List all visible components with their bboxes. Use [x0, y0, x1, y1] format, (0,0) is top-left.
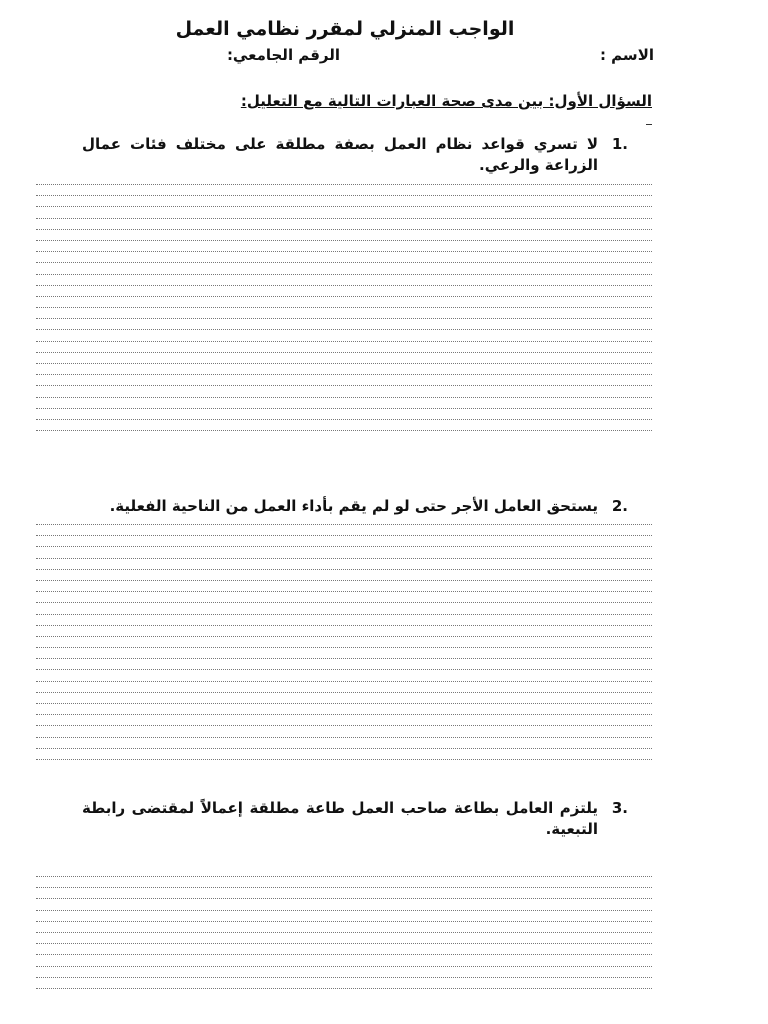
- answer-line[interactable]: [36, 932, 652, 933]
- answer-line[interactable]: [36, 569, 652, 570]
- answer-line[interactable]: [36, 681, 652, 682]
- question-3: [82, 798, 628, 840]
- answer-lines-3[interactable]: [36, 876, 652, 989]
- answer-line[interactable]: [36, 524, 652, 525]
- question-number: 2.: [611, 497, 628, 515]
- question-text: لا تسري قواعد نظام العمل بصفة مطلقة على مختلف فئات عمال الزراعة والرعي.: [82, 135, 598, 174]
- answer-line[interactable]: [36, 296, 652, 297]
- answer-line[interactable]: [36, 419, 652, 420]
- question-text: يستحق العامل الأجر حتى لو لم يقم بأداء العمل من الناحية الفعلية.: [109, 497, 598, 515]
- answer-line[interactable]: [36, 408, 652, 409]
- answer-line[interactable]: [36, 876, 652, 877]
- answer-line[interactable]: [36, 943, 652, 944]
- answer-line[interactable]: [36, 759, 652, 760]
- answer-line[interactable]: [36, 218, 652, 219]
- question-text: يلتزم العامل بطاعة صاحب العمل طاعة مطلقة إعمالاً لمقتضى رابطة التبعية.: [82, 799, 598, 838]
- answer-line[interactable]: [36, 725, 652, 726]
- answer-lines-1[interactable]: [36, 184, 652, 431]
- answer-line[interactable]: [36, 397, 652, 398]
- answer-line[interactable]: [36, 430, 652, 431]
- page-title: الواجب المنزلي لمقرر نظامي العمل: [175, 18, 515, 40]
- name-field-label: الاسم :: [599, 46, 654, 64]
- answer-line[interactable]: [36, 703, 652, 704]
- answer-line[interactable]: [36, 184, 652, 185]
- answer-line[interactable]: [36, 352, 652, 353]
- answer-line[interactable]: [36, 647, 652, 648]
- section-heading: السؤال الأول: بين مدى صحة العبارات التالية مع التعليل:: [240, 92, 652, 110]
- student-id-field-label: الرقم الجامعي:: [226, 46, 340, 64]
- answer-line[interactable]: [36, 921, 652, 922]
- answer-line[interactable]: [36, 251, 652, 252]
- answer-line[interactable]: [36, 341, 652, 342]
- answer-line[interactable]: [36, 977, 652, 978]
- answer-line[interactable]: [36, 318, 652, 319]
- answer-line[interactable]: [36, 614, 652, 615]
- answer-line[interactable]: [36, 887, 652, 888]
- answer-line[interactable]: [36, 988, 652, 989]
- answer-line[interactable]: [36, 714, 652, 715]
- answer-line[interactable]: [36, 363, 652, 364]
- answer-line[interactable]: [36, 285, 652, 286]
- answer-line[interactable]: [36, 658, 652, 659]
- answer-line[interactable]: [36, 954, 652, 955]
- answer-line[interactable]: [36, 329, 652, 330]
- answer-line[interactable]: [36, 737, 652, 738]
- answer-line[interactable]: [36, 535, 652, 536]
- answer-line[interactable]: [36, 602, 652, 603]
- answer-line[interactable]: [36, 307, 652, 308]
- question-1: [82, 134, 628, 176]
- answer-line[interactable]: [36, 966, 652, 967]
- answer-line[interactable]: [36, 580, 652, 581]
- answer-line[interactable]: [36, 625, 652, 626]
- question-number: 1.: [611, 135, 628, 153]
- answer-line[interactable]: [36, 262, 652, 263]
- question-2: [82, 496, 628, 517]
- answer-line[interactable]: [36, 274, 652, 275]
- question-number: 3.: [611, 799, 628, 817]
- answer-line[interactable]: [36, 692, 652, 693]
- answer-line[interactable]: [36, 669, 652, 670]
- answer-line[interactable]: [36, 546, 652, 547]
- answer-line[interactable]: [36, 229, 652, 230]
- divider: [646, 124, 652, 125]
- answer-line[interactable]: [36, 636, 652, 637]
- answer-line[interactable]: [36, 374, 652, 375]
- answer-line[interactable]: [36, 591, 652, 592]
- answer-line[interactable]: [36, 748, 652, 749]
- answer-line[interactable]: [36, 195, 652, 196]
- answer-lines-2[interactable]: [36, 524, 652, 760]
- answer-line[interactable]: [36, 558, 652, 559]
- answer-line[interactable]: [36, 898, 652, 899]
- answer-line[interactable]: [36, 910, 652, 911]
- answer-line[interactable]: [36, 385, 652, 386]
- answer-line[interactable]: [36, 240, 652, 241]
- answer-line[interactable]: [36, 206, 652, 207]
